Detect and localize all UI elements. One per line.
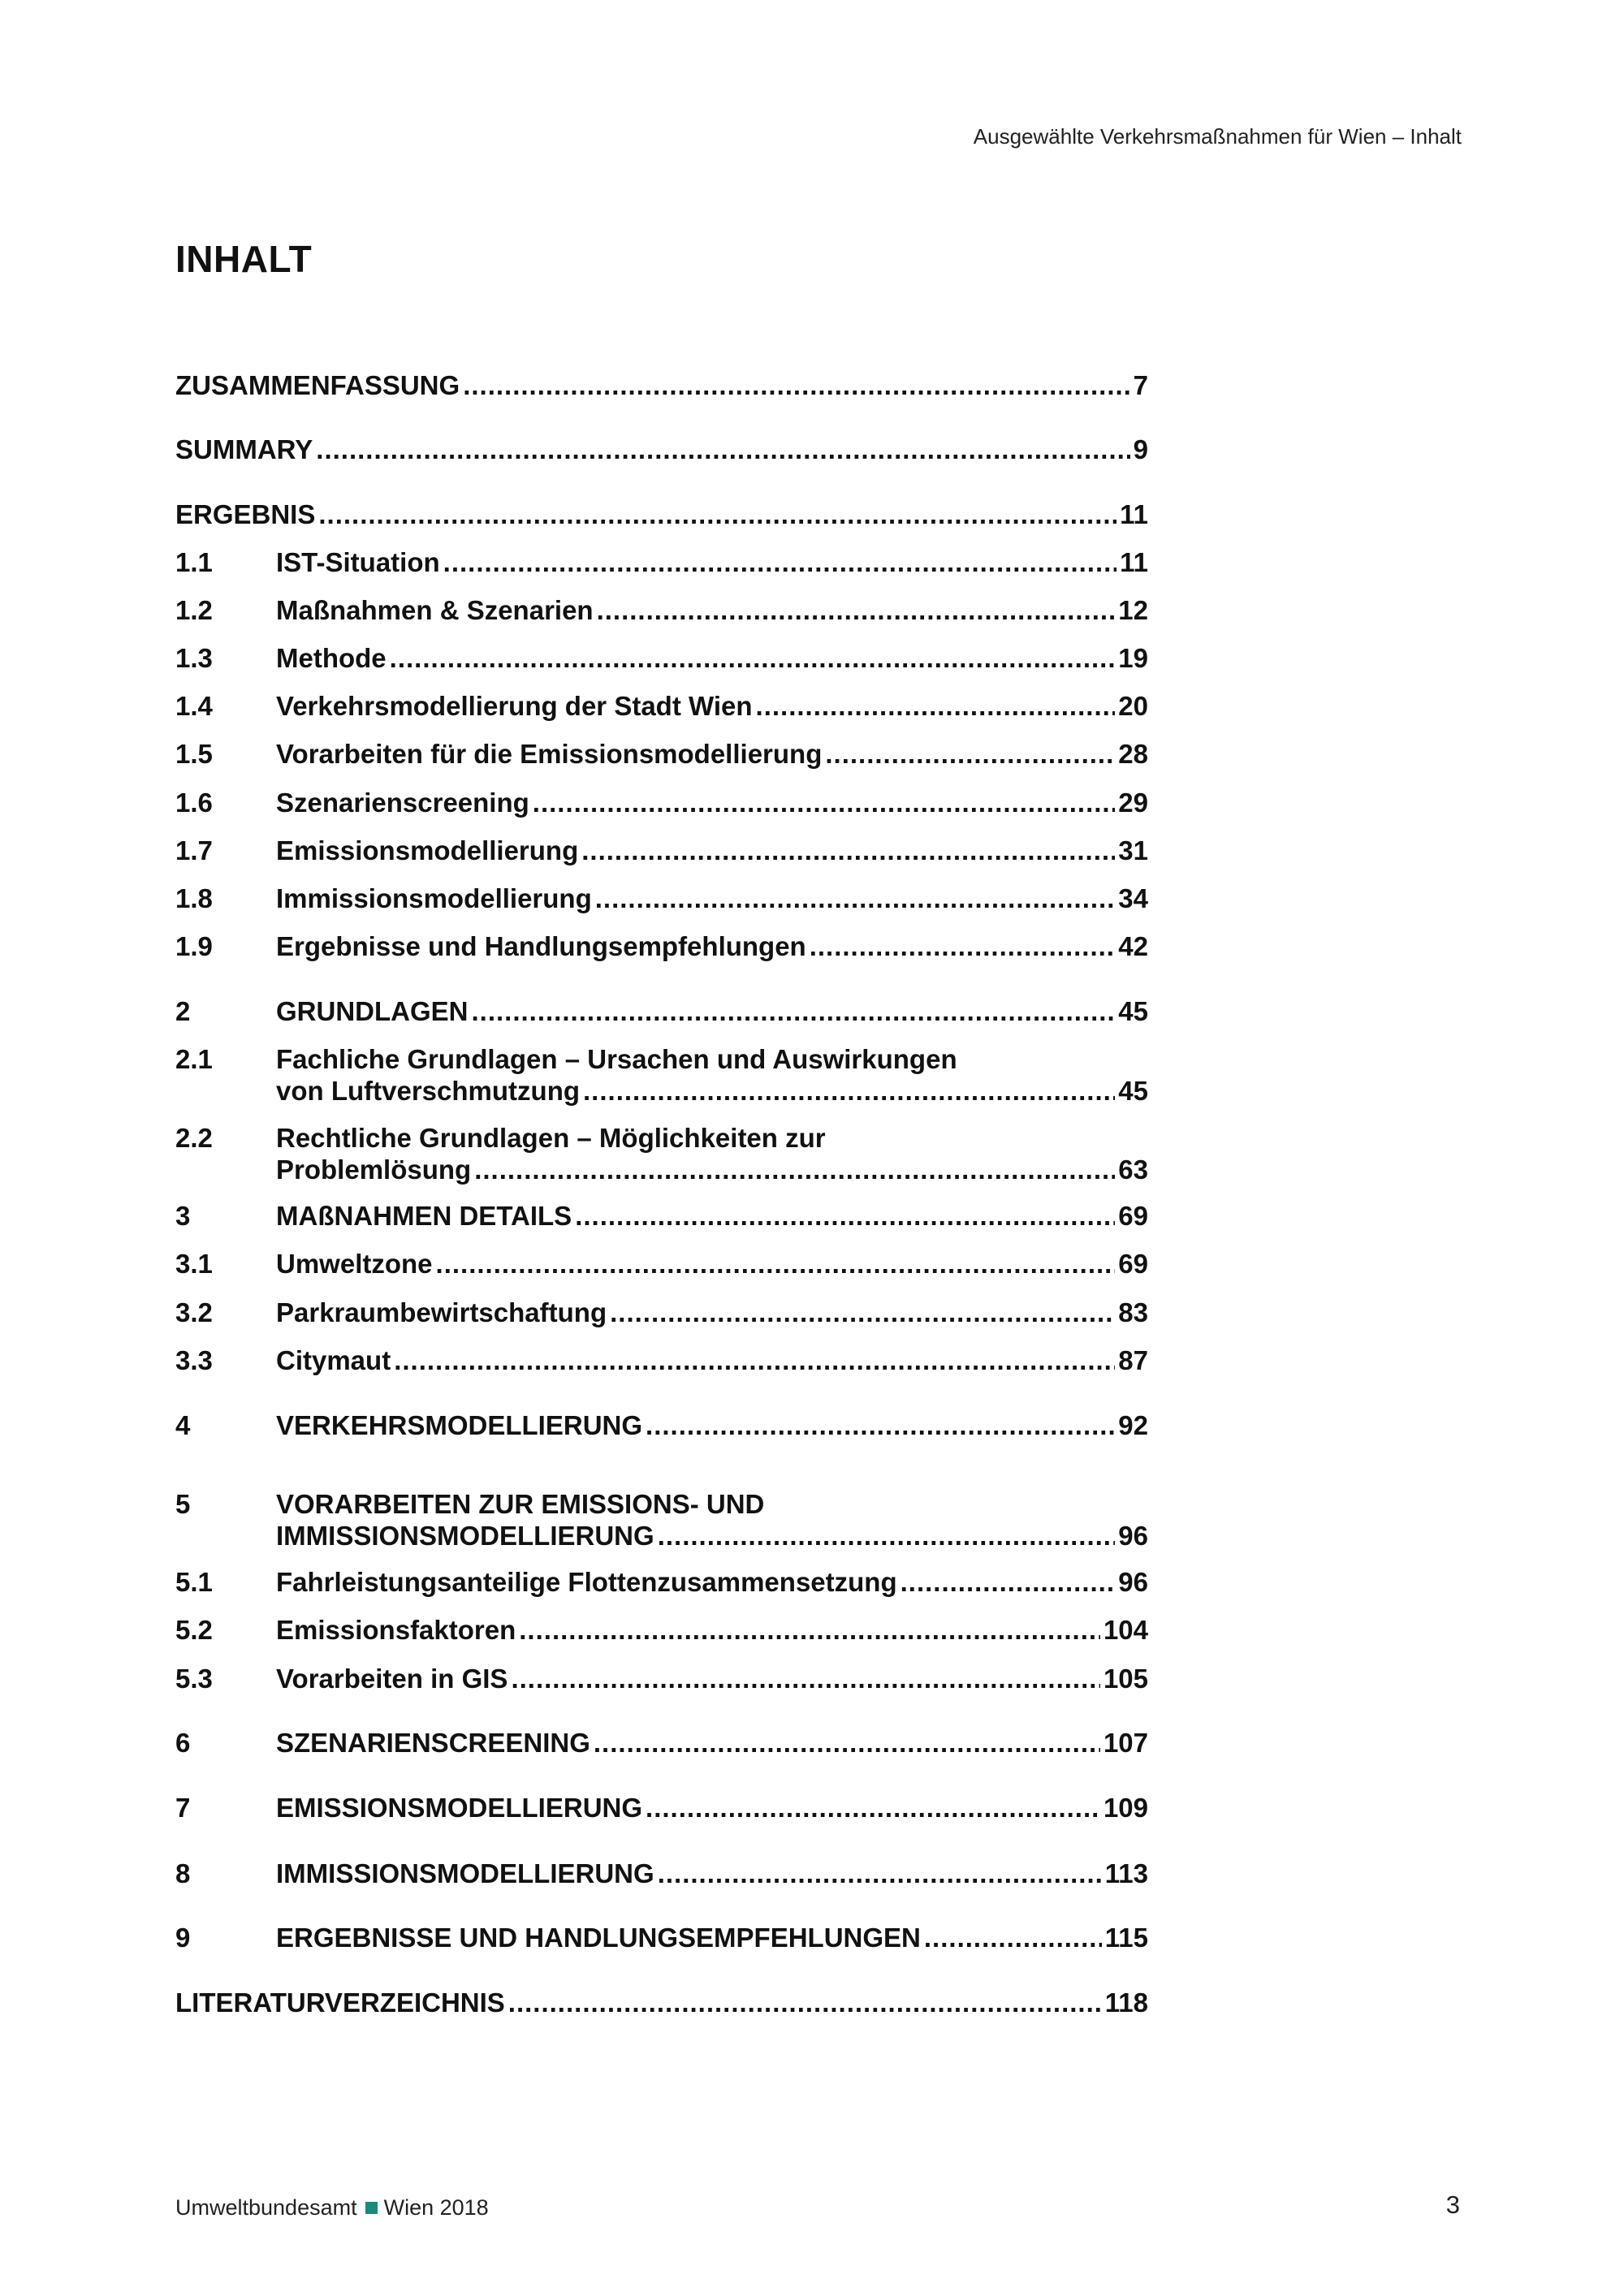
toc-entry-page: 105: [1103, 1664, 1148, 1694]
toc-entry-title: ERGEBNISSE UND HANDLUNGSEMPFEHLUNGEN: [276, 1923, 921, 1953]
toc-entry-number: 3.1: [175, 1249, 213, 1279]
toc-entry-page: 107: [1103, 1728, 1148, 1758]
toc-entry-title: Emissionsfaktoren: [276, 1615, 516, 1645]
toc-entry-page: 96: [1118, 1521, 1148, 1551]
toc-entry-title-block: [175, 369, 1148, 401]
toc-entry-title: SUMMARY: [175, 434, 313, 464]
toc-entry-number: 1.4: [175, 691, 213, 721]
toc-dot-leader: [436, 1248, 1116, 1280]
toc-entry-title-block: [276, 738, 1148, 770]
toc-entry-title-block: [276, 1248, 1148, 1280]
toc-entry-title: Vorarbeiten für die Emissionsmodellierung: [276, 739, 823, 769]
toc-entry-page: 69: [1118, 1249, 1148, 1279]
toc-entry-page: 92: [1118, 1410, 1148, 1440]
toc-entry-title: Szenarienscreening: [276, 788, 529, 818]
toc-dot-leader: [575, 1200, 1115, 1232]
toc-dot-leader: [474, 1154, 1115, 1185]
toc-entry-title-block: [276, 883, 1148, 914]
toc-entry-page: 87: [1118, 1345, 1148, 1375]
toc-entry-title: SZENARIENSCREENING: [276, 1728, 590, 1758]
toc-entry-line: [276, 642, 1148, 674]
toc-entry-number: 1.2: [175, 595, 213, 625]
toc-entry-number: 9: [175, 1923, 191, 1953]
toc-entry-title-block: [276, 1727, 1148, 1759]
toc-entry-title: Vorarbeiten in GIS: [276, 1664, 508, 1694]
toc-entry-line: [276, 1614, 1148, 1646]
toc-entry-page: 12: [1118, 595, 1148, 625]
toc-dot-leader: [646, 1792, 1100, 1823]
toc-entry-line: [175, 434, 1148, 465]
toc-dot-leader: [443, 546, 1116, 578]
toc-entry-number: 1.9: [175, 931, 213, 961]
toc-entry-number: 5.2: [175, 1615, 213, 1645]
toc-entry-number: 5: [175, 1489, 191, 1519]
toc-entry-line: [175, 1987, 1148, 2018]
toc-entry-number: 1.8: [175, 883, 213, 913]
toc-entry-title: ZUSAMMENFASSUNG: [175, 370, 460, 400]
toc-entry-page: 69: [1118, 1201, 1148, 1231]
toc-entry-line: [276, 690, 1148, 722]
toc-entry-line: [276, 930, 1148, 962]
toc-dot-leader: [394, 1344, 1115, 1376]
toc-entry-line: [276, 1663, 1148, 1694]
toc-dot-leader: [825, 738, 1115, 770]
toc-dot-leader: [658, 1520, 1116, 1552]
toc-entry-title: Maßnahmen & Szenarien: [276, 595, 594, 625]
toc-entry-page: 29: [1118, 788, 1148, 818]
toc-entry-page: 96: [1118, 1567, 1148, 1597]
toc-entry-number: 2: [175, 996, 191, 1026]
toc-entry-line: [276, 1154, 1148, 1185]
toc-entry-title-block: [276, 1858, 1148, 1889]
toc-entry-title: Fahrleistungsanteilige Flottenzusammensetzung: [276, 1567, 897, 1597]
toc-entry-line: [175, 498, 1148, 530]
toc-entry-line: [276, 1727, 1148, 1759]
toc-dot-leader: [581, 835, 1115, 866]
toc-entry-title-block: [276, 1043, 1148, 1107]
footer-year: Wien 2018: [383, 2195, 489, 2220]
toc-entry-title: LITERATURVERZEICHNIS: [175, 1987, 505, 2018]
toc-entry-title-block: [276, 787, 1148, 818]
toc-dot-leader: [610, 1297, 1115, 1328]
toc-entry-page: 113: [1104, 1858, 1148, 1888]
toc-entry-title: Umweltzone: [276, 1249, 433, 1279]
toc-entry-page: 45: [1118, 996, 1148, 1026]
toc-entry-number: 1.3: [175, 643, 213, 673]
toc-entry-page: 42: [1118, 931, 1148, 961]
toc-dot-leader: [508, 1987, 1102, 2018]
toc-entry-page: 34: [1118, 883, 1148, 913]
toc-entry-title: Ergebnisse und Handlungsempfehlungen: [276, 931, 806, 961]
toc-entry-page: 20: [1118, 691, 1148, 721]
toc-entry-number: 2.2: [175, 1123, 213, 1153]
toc-entry-line: [276, 995, 1148, 1027]
page-number: 3: [1445, 2190, 1460, 2219]
toc-entry-title-block: [276, 1614, 1148, 1646]
toc-dot-leader: [316, 434, 1129, 465]
toc-dot-leader: [924, 1922, 1102, 1953]
toc-entry-title-block: [276, 1792, 1148, 1823]
toc-entry-page: 118: [1104, 1987, 1148, 2018]
toc-entry-title: Emissionsmodellierung: [276, 835, 579, 865]
toc-entry-number: 5.3: [175, 1664, 213, 1694]
toc-dot-leader: [511, 1663, 1099, 1694]
toc-entry-title: Methode: [276, 643, 387, 673]
toc-entry-line: [276, 1858, 1148, 1889]
toc-entry-line: [175, 369, 1148, 401]
toc-dot-leader: [756, 690, 1116, 722]
toc-entry-page: 9: [1133, 434, 1148, 464]
toc-entry-page: 7: [1133, 370, 1148, 400]
toc-entry-title-block: [276, 930, 1148, 962]
toc-entry-page: 11: [1120, 499, 1148, 529]
separator-square-icon: [365, 2202, 378, 2214]
toc-entry-number: 1.1: [175, 547, 213, 577]
toc-entry-title-block: [276, 1122, 1148, 1185]
toc-entry-page: 45: [1118, 1076, 1148, 1106]
toc-entry-title: Problemlösung: [276, 1154, 472, 1185]
toc-entry-title: MAßNAHMEN DETAILS: [276, 1201, 572, 1231]
footer-publisher: Umweltbundesamt: [175, 2195, 357, 2220]
toc-entry-title-line1: Rechtliche Grundlagen – Möglichkeiten zur: [276, 1123, 826, 1153]
toc-entry-page: 28: [1118, 739, 1148, 769]
toc-entry-line: [276, 1566, 1148, 1598]
toc-entry-line: [276, 1075, 1148, 1107]
page-title: INHALT: [175, 238, 313, 280]
toc-entry-number: 8: [175, 1858, 191, 1888]
toc-entry-page: 11: [1120, 547, 1148, 577]
toc-entry-title-block: [276, 1297, 1148, 1328]
running-header: Ausgewählte Verkehrsmaßnahmen für Wien – Inhalt: [973, 124, 1462, 149]
toc-entry-page: 109: [1103, 1793, 1148, 1823]
toc-entry-line: [276, 738, 1148, 770]
toc-dot-leader: [390, 642, 1116, 674]
toc-entry-title: ERGEBNIS: [175, 499, 316, 529]
toc-entry-number: 2.1: [175, 1044, 213, 1074]
toc-entry-line: [276, 1409, 1148, 1441]
toc-entry-title: IMMISSIONSMODELLIERUNG: [276, 1858, 654, 1888]
toc-dot-leader: [318, 498, 1116, 530]
toc-entry-number: 1.6: [175, 788, 213, 818]
toc-dot-leader: [583, 1075, 1115, 1107]
toc-entry-page: 19: [1118, 643, 1148, 673]
toc-entry-number: 5.1: [175, 1567, 213, 1597]
toc-entry-title: Immissionsmodellierung: [276, 883, 592, 913]
toc-dot-leader: [646, 1409, 1115, 1441]
toc-entry-line: [276, 1344, 1148, 1376]
toc-entry-title-block: [276, 1200, 1148, 1232]
toc-entry-title: VERKEHRSMODELLIERUNG: [276, 1410, 643, 1440]
toc-entry-number: 3.3: [175, 1345, 213, 1375]
toc-dot-leader: [472, 995, 1116, 1027]
toc-entry-line: [276, 1520, 1148, 1552]
toc-entry-line: [276, 1248, 1148, 1280]
toc-entry-title-block: [276, 546, 1148, 578]
toc-entry-title-block: [276, 995, 1148, 1027]
toc-entry-title-block: [175, 498, 1148, 530]
toc-entry-number: 6: [175, 1728, 191, 1758]
toc-dot-leader: [810, 930, 1116, 962]
toc-entry-title-block: [276, 1409, 1148, 1441]
toc-dot-leader: [901, 1566, 1116, 1598]
toc-entry-number: 1.5: [175, 739, 213, 769]
toc-entry-number: 3: [175, 1201, 191, 1231]
toc-dot-leader: [595, 883, 1116, 914]
toc-entry-title-block: [175, 434, 1148, 465]
toc-entry-title-block: [276, 1566, 1148, 1598]
toc-entry-title: Parkraumbewirtschaftung: [276, 1297, 607, 1327]
toc-entry-line: [276, 594, 1148, 626]
toc-entry-title: von Luftverschmutzung: [276, 1076, 581, 1106]
toc-entry-line: [276, 1922, 1148, 1953]
toc-dot-leader: [463, 369, 1129, 401]
toc-entry-page: 104: [1103, 1615, 1148, 1645]
toc-entry-title: GRUNDLAGEN: [276, 996, 469, 1026]
toc-entry-line: [276, 1200, 1148, 1232]
toc-entry-title-block: [276, 1663, 1148, 1694]
toc-entry-title: IMMISSIONSMODELLIERUNG: [276, 1521, 654, 1551]
toc-dot-leader: [597, 594, 1116, 626]
toc-dot-leader: [658, 1858, 1102, 1889]
toc-entry-page: 115: [1104, 1923, 1148, 1953]
toc-entry-page: 31: [1118, 835, 1148, 865]
toc-dot-leader: [519, 1614, 1100, 1646]
toc-entry-line: [276, 883, 1148, 914]
toc-dot-leader: [594, 1727, 1100, 1759]
toc-entry-number: 4: [175, 1410, 191, 1440]
toc-entry-page: 63: [1118, 1154, 1148, 1185]
toc-dot-leader: [533, 787, 1115, 818]
toc-entry-title: Verkehrsmodellierung der Stadt Wien: [276, 691, 753, 721]
toc-entry-title-line1: VORARBEITEN ZUR EMISSIONS- UND: [276, 1489, 765, 1519]
toc-entry-title-line1: Fachliche Grundlagen – Ursachen und Auswirkungen: [276, 1044, 957, 1074]
toc-entry-title-block: [276, 1344, 1148, 1376]
toc-entry-title-block: [276, 690, 1148, 722]
toc-entry-number: 7: [175, 1793, 191, 1823]
toc-entry-title-block: [276, 835, 1148, 866]
toc-entry-number: 3.2: [175, 1297, 213, 1327]
toc-entry-title: IST-Situation: [276, 547, 440, 577]
toc-entry-page: 83: [1118, 1297, 1148, 1327]
toc-entry-title-block: [276, 642, 1148, 674]
toc-entry-line: [276, 787, 1148, 818]
toc-entry-title-block: [276, 1488, 1148, 1552]
footer-left: [175, 2195, 489, 2220]
toc-entry-line: [276, 1297, 1148, 1328]
toc-entry-title-block: [175, 1987, 1148, 2018]
toc-entry-title: Citymaut: [276, 1345, 391, 1375]
toc-entry-number: 1.7: [175, 835, 213, 865]
toc-entry-line: [276, 546, 1148, 578]
toc-entry-title: EMISSIONSMODELLIERUNG: [276, 1793, 643, 1823]
toc-entry-line: [276, 835, 1148, 866]
toc-entry-title-block: [276, 594, 1148, 626]
toc-entry-title-block: [276, 1922, 1148, 1953]
toc-entry-line: [276, 1792, 1148, 1823]
